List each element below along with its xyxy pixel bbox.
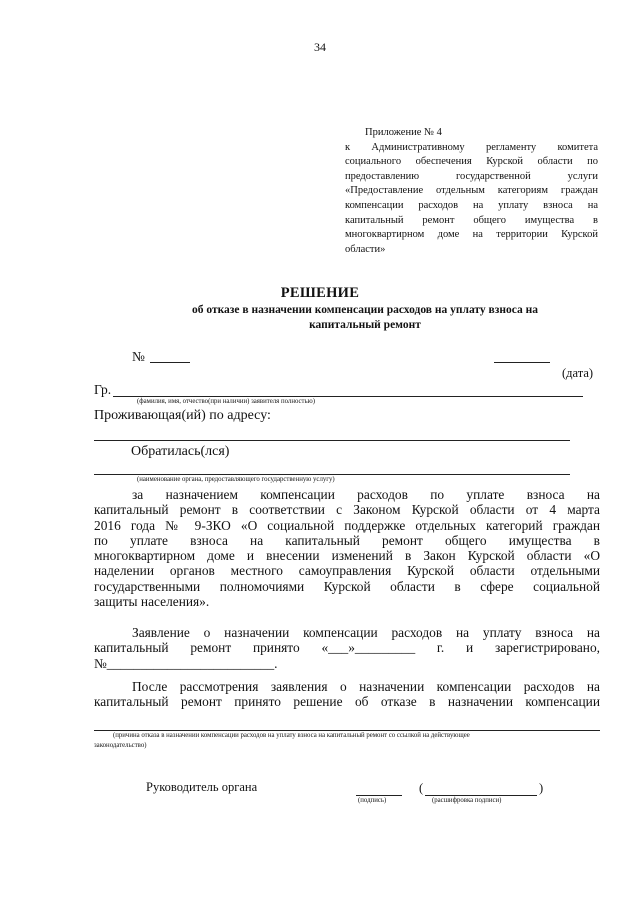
decode-close-paren: ) bbox=[539, 781, 544, 795]
body-paragraph-2 bbox=[94, 625, 600, 671]
body-line: капитальный ремонт принято «___»_________ г. и зарегистрировано, bbox=[94, 640, 600, 656]
body-line: государственными полномочиями Курской области в сфере социальной bbox=[94, 578, 600, 594]
body-paragraph-3 bbox=[94, 679, 600, 710]
citizen-blank-line bbox=[113, 396, 583, 397]
organ-blank-line bbox=[94, 474, 570, 475]
appendix-line: предоставлению государственной услуги bbox=[345, 170, 598, 182]
body-line: капитальный ремонт в соответствии с Законом Курской области от 4 марта bbox=[94, 502, 600, 518]
date-label: (дата) bbox=[562, 366, 594, 380]
appendix-block bbox=[345, 126, 598, 257]
body-paragraph-1 bbox=[94, 487, 600, 609]
body-line: №_________________________. bbox=[94, 655, 278, 671]
body-line: по уплате взноса на капитальный ремонт общего имущества в bbox=[94, 532, 600, 548]
number-blank-line bbox=[150, 362, 190, 363]
head-of-organ-label: Руководитель органа bbox=[146, 780, 258, 794]
body-line: за назначением компенсации расходов по уплате взноса на bbox=[132, 487, 600, 502]
document-subtitle bbox=[150, 303, 580, 333]
appendix-line: компенсации расходов на уплату взноса на bbox=[345, 199, 598, 211]
body-line: После рассмотрения заявления о назначении компенсации расходов на bbox=[132, 679, 600, 694]
page-number: 34 bbox=[314, 40, 326, 54]
appendix-line: к Административному регламенту комитета bbox=[345, 141, 598, 153]
appendix-line: «Предоставление отдельным категориям граждан bbox=[345, 185, 598, 197]
number-label: № bbox=[132, 349, 145, 364]
citizen-label: Гр. bbox=[94, 382, 112, 397]
body-line: многоквартирном доме и внесении изменений в Закон Курской области «О bbox=[94, 548, 600, 564]
subtitle-line: капитальный ремонт bbox=[309, 319, 421, 331]
address-label: Проживающая(ий) по адресу: bbox=[94, 408, 271, 423]
body-line: капитальный ремонт принято решение об отказе в назначении компенсации bbox=[94, 694, 600, 710]
body-line: 2016 года № 9-ЗКО «О социальной поддержке отдельных категорий граждан bbox=[94, 517, 600, 533]
subtitle-line: об отказе в назначении компенсации расходов на уплату взноса на bbox=[191, 304, 538, 316]
decode-blank-line bbox=[425, 795, 537, 796]
appendix-line: многоквартирном доме на территории Курской bbox=[345, 229, 598, 241]
appendix-line: социального обеспечения Курской области по bbox=[345, 156, 598, 168]
decode-hint: (расшифровка подписи) bbox=[432, 797, 502, 804]
organ-hint: (наименование органа, предоставляющего государственную услугу) bbox=[137, 476, 335, 483]
signature-blank-line bbox=[356, 795, 402, 796]
reason-blank-line bbox=[94, 730, 600, 731]
decode-open-paren: ( bbox=[419, 781, 424, 795]
body-line: защиты населения». bbox=[94, 594, 210, 610]
date-blank-line bbox=[494, 362, 550, 363]
document-title: РЕШЕНИЕ bbox=[280, 285, 360, 301]
appendix-line: области» bbox=[345, 243, 386, 255]
body-line: наделении органов местного самоуправления Курской области отдельными bbox=[94, 563, 600, 579]
appendix-title: Приложение № 4 bbox=[365, 127, 442, 138]
address-blank-line bbox=[94, 440, 570, 441]
reason-hint: (причина отказа в назначении компенсации расходов на уплату взноса на капитальный ремонт со ссылкой на действующее bbox=[113, 732, 470, 739]
reason-hint-continued: законодательство) bbox=[94, 742, 147, 749]
body-line: Заявление о назначении компенсации расходов на уплату взноса на bbox=[132, 625, 600, 640]
appendix-line: капитальный ремонт общего имущества в bbox=[345, 214, 598, 226]
signature-hint: (подпись) bbox=[358, 797, 387, 804]
citizen-hint: (фамилия, имя, отчество(при наличии) заявителя полностью) bbox=[137, 398, 315, 405]
applied-label: Обратилась(лся) bbox=[131, 444, 230, 459]
